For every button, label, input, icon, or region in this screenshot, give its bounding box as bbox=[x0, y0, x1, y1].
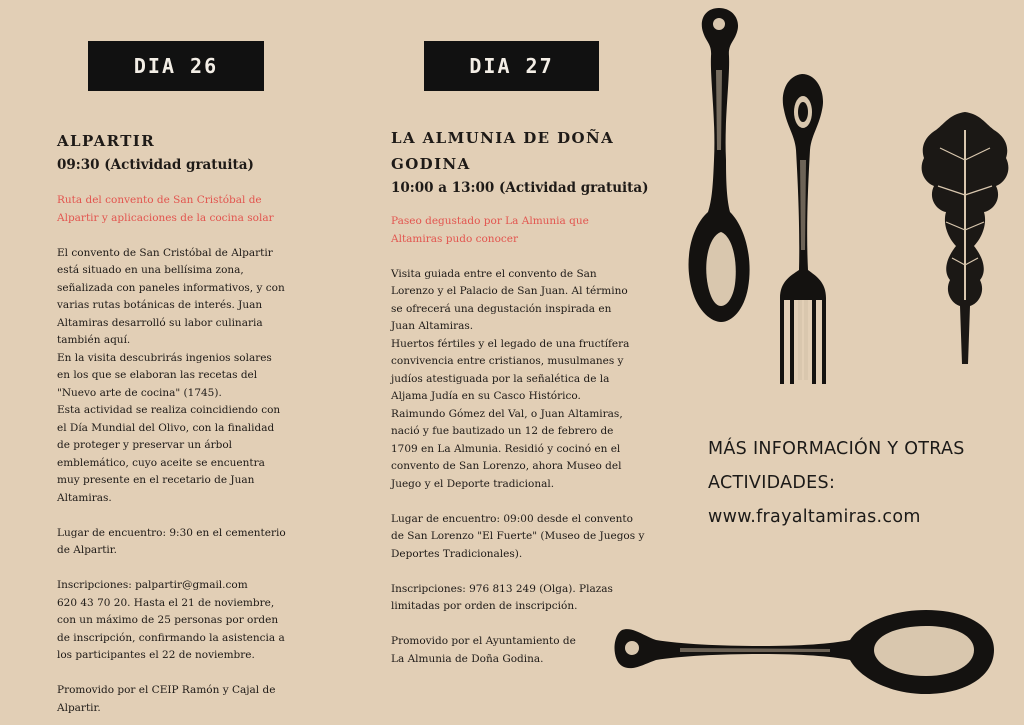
text-line: Huertos fértiles y el legado de una fructífera bbox=[391, 337, 630, 350]
text-line: de inscripción, confirmando la asistencia a bbox=[57, 631, 285, 644]
spoon-illustration bbox=[689, 8, 750, 322]
subtitle-line: Paseo degustado por La Almunia que bbox=[391, 215, 589, 227]
text-line: Juan Altamiras. bbox=[391, 320, 474, 332]
text-line: El convento de San Cristóbal de Alpartir bbox=[57, 246, 273, 259]
website-link[interactable]: www.frayaltamiras.com bbox=[708, 507, 921, 527]
text-line: varias rutas botánicas de interés. Juan bbox=[57, 299, 263, 311]
text-line: el Día Mundial del Olivo, con la finalidad bbox=[57, 421, 275, 434]
text-line: se ofrecerá una degustación inspirada en bbox=[391, 302, 612, 315]
day-26-place: ALPARTIR bbox=[57, 132, 156, 150]
text-line: Altamiras. bbox=[57, 491, 112, 504]
text-line: de Alpartir. bbox=[57, 544, 117, 556]
text-line: "Nuevo arte de cocina" (1745). bbox=[57, 386, 222, 399]
day-26-time: 09:30 (Actividad gratuita) bbox=[57, 157, 254, 173]
text-line: Alpartir. bbox=[57, 701, 101, 714]
subtitle-line: Altamiras pudo conocer bbox=[391, 232, 519, 245]
text-line: En la visita descubrirás ingenios solares bbox=[57, 351, 272, 364]
text-line: Juego y el Deporte tradicional. bbox=[391, 477, 555, 490]
more-info-heading: MÁS INFORMACIÓN Y OTRAS bbox=[708, 439, 965, 459]
text-line: de proteger y preservar un árbol bbox=[57, 439, 232, 451]
text-line: de San Lorenzo "El Fuerte" (Museo de Juegos y bbox=[391, 530, 645, 542]
text-line: en los que se elaboran las recetas del bbox=[57, 369, 258, 381]
day-27-label: DIA 27 bbox=[469, 54, 554, 78]
day-27-time: 10:00 a 13:00 (Actividad gratuita) bbox=[391, 180, 649, 196]
text-line: también aquí. bbox=[57, 334, 131, 346]
text-line: La Almunia de Doña Godina. bbox=[391, 652, 544, 665]
text-line: judíos atestiguada por la señalética de la bbox=[391, 372, 610, 385]
text-line: Promovido por el CEIP Ramón y Cajal de bbox=[57, 684, 276, 696]
more-info-panel bbox=[708, 432, 1008, 534]
text-line: Inscripciones: palpartir@gmail.com bbox=[57, 579, 248, 591]
text-line: emblemático, cuyo aceite se encuentra bbox=[57, 456, 265, 469]
text-line: Promovido por el Ayuntamiento de bbox=[391, 635, 576, 647]
text-line: 620 43 70 20. Hasta el 21 de noviembre, bbox=[57, 596, 275, 609]
day-26-label: DIA 26 bbox=[133, 54, 219, 78]
text-line: los participantes el 22 de noviembre. bbox=[57, 649, 255, 661]
text-line: convento de San Lorenzo, ahora Museo del bbox=[391, 460, 622, 472]
text-line: Lorenzo y el Palacio de San Juan. Al término bbox=[391, 285, 628, 297]
text-line: Esta actividad se realiza coincidiendo con bbox=[57, 404, 281, 416]
leaf-illustration bbox=[922, 112, 1009, 364]
text-line: Lugar de encuentro: 9:30 en el cementerio bbox=[57, 526, 286, 539]
text-line: Inscripciones: 976 813 249 (Olga). Plazas bbox=[391, 582, 613, 595]
text-line: Deportes Tradicionales). bbox=[391, 547, 523, 560]
subtitle-line: Alpartir y aplicaciones de la cocina solar bbox=[57, 211, 274, 224]
horizontal-spoon-illustration bbox=[615, 610, 995, 694]
text-line: Aljama Judía en su Casco Histórico. bbox=[391, 390, 581, 402]
fork-illustration bbox=[780, 74, 826, 384]
text-line: limitadas por orden de inscripción. bbox=[391, 600, 578, 612]
text-line: muy presente en el recetario de Juan bbox=[57, 474, 255, 486]
subtitle-line: Ruta del convento de San Cristóbal de bbox=[57, 194, 262, 206]
text-line: señalizada con paneles informativos, y con bbox=[57, 281, 285, 294]
text-line: convivencia entre cristianos, musulmanes y bbox=[391, 355, 624, 367]
text-line: con un máximo de 25 personas por orden bbox=[57, 614, 279, 626]
place-line: GODINA bbox=[391, 155, 471, 173]
text-line: Altamiras desarrolló su labor culinaria bbox=[57, 316, 263, 329]
more-info-subheading: ACTIVIDADES: bbox=[708, 473, 836, 493]
place-line: LA ALMUNIA DE DOÑA bbox=[391, 129, 615, 147]
text-line: nació y fue bautizado un 12 de febrero de bbox=[391, 425, 614, 437]
text-line: Lugar de encuentro: 09:00 desde el convento bbox=[391, 512, 633, 525]
text-line: Raimundo Gómez del Val, o Juan Altamiras, bbox=[391, 407, 623, 420]
text-line: está situado en una bellísima zona, bbox=[57, 264, 244, 276]
text-line: 1709 en La Almunia. Residió y cocinó en el bbox=[391, 442, 621, 455]
text-line: Visita guiada entre el convento de San bbox=[391, 267, 597, 280]
